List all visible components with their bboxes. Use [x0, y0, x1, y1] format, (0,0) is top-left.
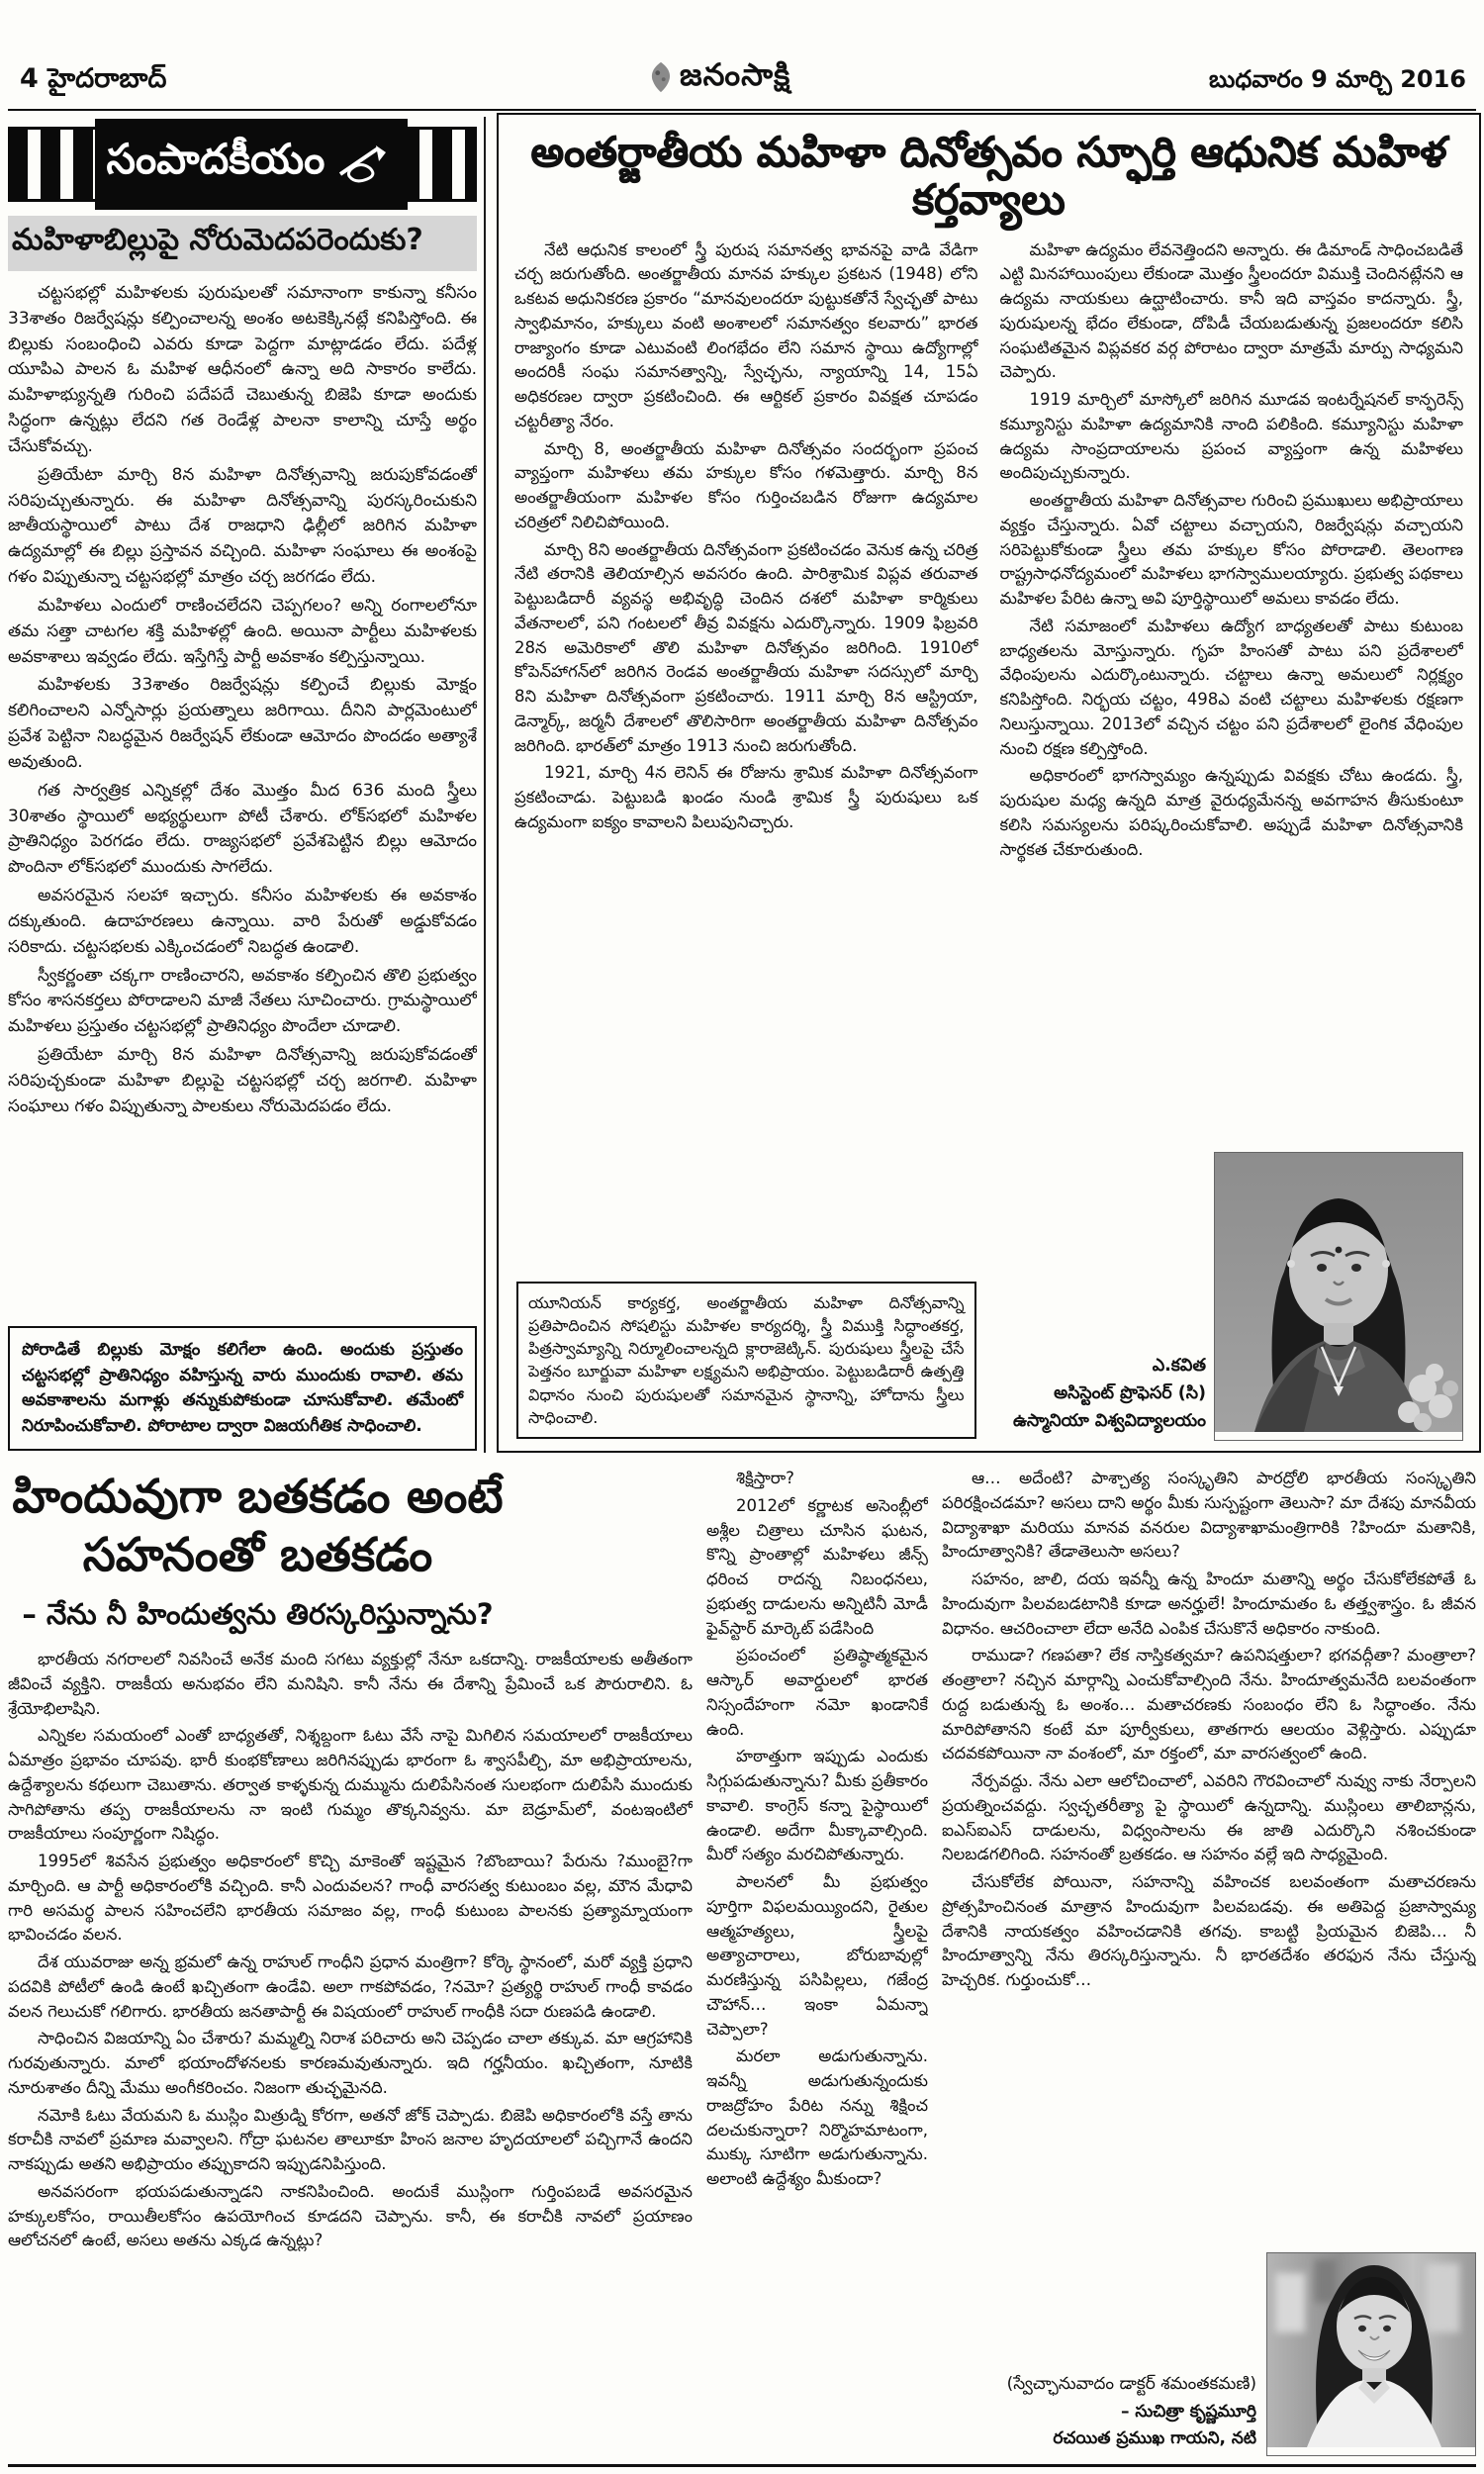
- issue-date: బుధవారం 9 మార్చి 2016: [1209, 65, 1466, 93]
- main-article-box: [497, 113, 1481, 1453]
- byline-title: అసిస్టెంట్ ప్రొఫెసర్ (సి): [1054, 1383, 1206, 1403]
- main-article-bottom-row: [1000, 1152, 1464, 1441]
- body-paragraph: ప్రతియేటా మార్చి 8న మహిళా దినోత్సవాన్ని జరుపుకోవడంతో సరిపుచ్చుతున్నారు. ఈ మహిళా దినోత్సవాన్ని పురస్కరించుకుని జాతీయస్థాయిలో పాటు దేశ రాజధాని ఢిల్లీలో జరిగిన మహిళా ఉద్యమాల్లో ఈ బిల్లు ప్రస్తావన వచ్చింది. మహిళా సంఘాలు ఈ అంశంపై గళం విప్పుతున్నా చట్టసభల్లో మాత్రం చర్చ జరగడం లేదు.: [8, 464, 477, 588]
- body-paragraph: మార్చి 8ని అంతర్జాతీయ దినోత్సవంగా ప్రకటించడం వెనుక ఉన్న చరిత్ర నేటి తరానికి తెలియాల్సిన అవసరం ఉంది. పారిశ్రామిక విప్లవ తరువాత పెట్టుబడిదారీ వ్యవస్థ అభివృద్ధి చెందిన దశలో మహిళా కార్మికులు వేతనాలలో, పని గంటలలో తీవ్ర వివక్షను ఎదుర్కొన్నారు. 1909 ఫిబ్రవరి 28న అమెరికాలో తొలి మహిళా దినోత్సవం జరిగింది. 1910లో కోపెన్‌హాగన్‌లో జరిగిన రెండవ అంతర్జాతీయ మహిళా సదస్సులో మార్చి 8ని మహిళా దినోత్సవంగా ప్రకటించారు. 1911 మార్చి 8న ఆస్ట్రియా, డెన్మార్క్, జర్మనీ దేశాలలో తొలిసారిగా అంతర్జాతీయ మహిళా దినోత్సవం జరిగింది. భారత్‌లో మాత్రం 1913 నుంచి జరుగుతోంది.: [514, 539, 978, 755]
- leaf-mark-icon: [648, 60, 674, 98]
- photo-woman-smiling-portrait: [1266, 2252, 1476, 2456]
- body-paragraph: చేసుకోలేక పోయినా, సహనాన్ని వహించక బలవంతంగా మతాచరణను ప్రోత్సహించినంత మాత్రాన హిందువుగా పిలవబడవు. ఈ అతిపెద్ద ప్రజాస్వామ్య దేశానికి నాయకత్వం వహించడానికి తగవు. కాబట్టి ప్రియమైన బిజెపి… నీ హిందూత్వాన్ని నేను తిరస్కరిస్తున్నాను. నీ భారతదేశం తరఫున నేను చేస్తున్న హెచ్చరిక. గుర్తుంచుకో…: [942, 1872, 1476, 1989]
- bottom-rule: [8, 2464, 1476, 2467]
- body-paragraph: మరలా అడుగుతున్నాను. ఇవన్నీ అడుగుతున్నందుకు రాజద్రోహం పేరిట నన్ను శిక్షించ దలచుకున్నారా? నిర్మొహమాటంగా, ముక్కు సూటిగా అడుగుతున్నాను. అలాంటి ఉద్దేశ్యం మీకుందా?: [706, 2046, 928, 2188]
- body-paragraph: అవసరమైన సలహా ఇచ్చారు. కనీసం మహిళలకు ఈ అవకాశం దక్కుతుంది. ఉదాహరణలు ఉన్నాయి. వారి పేరుతో అడ్డుకోవడం సరికాదు. చట్టసభలకు ఎక్కించడంలో నిబద్ధత ఉండాలి.: [8, 886, 477, 957]
- body-paragraph: ఎన్నికల సమయంలో ఎంతో బాధ్యతతో, నిశ్శబ్దంగా ఓటు వేసే నాపై మిగిలిన సమయాలలో రాజకీయాలు ఏమాత్రం ప్రభావం చూపవు. భారీ కుంభకోణాలు జరిగినప్పుడు భారంగా ఓ శ్వాసపీల్చి, మా అభిప్రాయాలను, ఉద్దేశ్యాలను కథలుగా చెబుతాను. తర్వాత కాళ్ళకున్న దుమ్మును దులిపేసినంత సులభంగా దులిపేసి ముందుకు సాగిపోతాను తప్ప రాజకీయాలను నా ఇంటి గుమ్మం తొక్కనివ్వను. మా బెడ్రూమ్‌లో, వంటఇంటిలో రాజకీయాలు సంపూర్ణంగా నిషిద్ధం.: [8, 1726, 693, 1844]
- masthead-title-box: [95, 119, 408, 210]
- masthead-title: సంపాదకీయం: [106, 135, 325, 183]
- bottom-headline-subtitle: – నేను నీ హిందుత్వను తిరస్కరిస్తున్నాను?: [22, 1596, 494, 1631]
- bottom-headline-line1: హిందువుగా బతకడం అంటే: [12, 1470, 504, 1524]
- editorial-column: [8, 119, 477, 1451]
- body-paragraph: నేటి సమాజంలో మహిళలు ఉద్యోగ బాధ్యతలతో పాటు కుటుంబ బాధ్యతలను మోస్తున్నారు. గృహ హింసతో పాటు పని ప్రదేశాలలో వేధింపులను ఎదుర్కొంటున్నారు. చట్టాలు ఉన్నా అమలులో నిర్లక్ష్యం కనిపిస్తోంది. నిర్భయ చట్టం, 498ఎ వంటి చట్టాలు మహిళలకు రక్షణగా నిలుస్తున్నాయి. 2013లో వచ్చిన చట్టం పని ప్రదేశాలలో లైంగిక వేధింపుల నుంచి రక్షణ కల్పిస్తోంది.: [999, 616, 1463, 758]
- clara-zetkin-inset-box: యూనియన్ కార్యకర్త, అంతర్జాతీయ మహిళా దినోత్సవాన్ని ప్రతిపాదించిన సోషలిస్టు మహిళల కార్యదర్శి, స్త్రీ విముక్తి సిద్ధాంతకర్త, పిత్రస్వామ్యాన్ని నిర్మూలించాలన్నది క్లారాజెట్కిన్. పురుషులు స్త్రీలపై చేసే పెత్తనం బూర్జువా మహిళా లక్ష్యమని అభిప్రాయం. పెట్టుబడిదారీ ఉత్పత్తి విధానం నుంచి పురుషులతో సమానమైన స్థానాన్ని, హోదాను స్త్రీలు సాధించాలి.: [516, 1282, 976, 1439]
- bottom-article-credit: [942, 2371, 1256, 2456]
- main-article-col2-text: [1000, 238, 1464, 1147]
- body-paragraph: అంతర్జాతీయ మహిళా దినోత్సవాల గురించి ప్రముఖులు అభిప్రాయాలు వ్యక్తం చేస్తున్నారు. ఏవో చట్టాలు వచ్చాయని, రిజర్వేషన్లు వచ్చాయని సరిపెట్టుకోకుండా స్త్రీలు తమ హక్కుల కోసం పోరాడాలి. తెలంగాణ రాష్ట్రసాధనోద్యమంలో మహిళలు భాగస్వాములయ్యారు. ప్రభుత్వ పథకాలు మహిళల పేరిట ఉన్నా అవి పూర్తిస్థాయిలో అమలు కావడం లేదు.: [999, 491, 1463, 609]
- bottom-article-column-3: [942, 1467, 1476, 2456]
- editorial-highlight-box: పోరాడితే బిల్లుకు మోక్షం కలిగేలా ఉంది. అందుకు ప్రస్తుతం చట్టసభల్లో ప్రాతినిధ్యం వహిస్తున్న వారు ముందుకు రావాలి. తమ అవకాశాలను మగాళ్లు తన్నుకుపోకుండా చూసుకోవాలి. తమేంటో నిరూపించుకోవాలి. పోరాటాల ద్వారా విజయగీతిక సాధించాలి.: [8, 1326, 477, 1451]
- main-article-column-2: [1000, 238, 1464, 1441]
- body-paragraph: మార్చి 8, అంతర్జాతీయ మహిళా దినోత్సవం సందర్భంగా ప్రపంచ వ్యాప్తంగా మహిళలు తమ హక్కుల కోసం గళమెత్తారు. మార్చి 8న అంతర్జాతీయంగా మహిళల కోసం గుర్తించబడిన రోజుగా ఉద్యమాల చరిత్రలో నిలిచిపోయింది.: [514, 438, 978, 531]
- body-paragraph: సహనం, జాలి, దయ ఇవన్నీ ఉన్న హిందూ మతాన్ని అర్థం చేసుకోలేకపోతే ఓ హిందువుగా పిలవబడటానికి కూడా అనర్హులే! హిందూమతం ఓ తత్త్వశాస్త్రం. ఓ జీవన విధానం. ఆచరించాలా లేదా అనేది ఎంపిక చేసుకొనే అధికారం నాకుంది.: [942, 1570, 1476, 1638]
- bottom-article: [8, 1467, 1476, 2456]
- main-article-columns: [514, 238, 1463, 1441]
- editorial-body: [8, 271, 477, 1320]
- body-paragraph: మహిళలు ఎందులో రాణించలేదని చెప్పగలం? అన్ని రంగాలలోనూ తమ సత్తా చాటగల శక్తి మహిళల్లో ఉంది. అయినా పార్టీలు మహిళలకు అవకాశాలు ఇవ్వడం లేదు. ఇస్తేగిస్తే పార్టీ అవకాశం కల్పిస్తున్నాయి.: [8, 595, 477, 667]
- author-byline: [1000, 1352, 1207, 1441]
- bottom-col3-text: [942, 1467, 1476, 2248]
- body-paragraph: 1995లో శివసేన ప్రభుత్వం అధికారంలో కొచ్చి మాకెంతో ఇష్టమైన ?బొంబాయి? పేరును ?ముంబై?గా మార్చింది. ఆ పార్టీ అధికారంలోకి వచ్చింది. కానీ ఎందువలన? గాంధీ వారసత్వ కుటుంబం వల్ల, మౌన మేధావి గారి అసమర్థ పాలన సహించలేని భారతీయ సమాజం వల్ల, గాంధీ కుటుంబ పాలనకు ప్రత్యామ్నాయంగా భావించడం వలన.: [8, 1852, 693, 1945]
- body-paragraph: నేర్పవద్దు. నేను ఎలా ఆలోచించాలో, ఎవరిని గౌరవించాలో నువ్వు నాకు నేర్పాలని ప్రయత్నించవద్దు. స్వచ్ఛతరీత్యా పై స్థాయిలో ఉన్నదాన్ని. ముస్లింలు తాలిబాన్లను, ఐఎస్ఐఎస్ దాడులను, విధ్వంసాలను ఈ జాతి ఎదుర్కొని నశించకుండా నిలబడగలిగింది. సహనంతో బ్రతకడం. ఆ సహనం వల్లే ఇది సాధ్యమైంది.: [942, 1771, 1476, 1864]
- body-paragraph: 2012లో కర్ణాటక అసెంబ్లీలో అశ్లీల చిత్రాలు చూసిన ఘటన, కొన్ని ప్రాంతాల్లో మహిళలు జీన్స్ ధరించ రాదన్న నిబంధనలు, ప్రభుత్వ దాడులను అన్నిటినీ మోడీ ఫైవ్‌స్టార్ మార్కెట్ పడేసింది: [706, 1495, 928, 1638]
- bottom-author: – సుచిత్రా కృష్ణమూర్తి: [1121, 2401, 1256, 2422]
- body-paragraph: పాలనలో మీ ప్రభుత్వం పూర్తిగా విఫలమయ్యిందని, రైతుల ఆత్మహత్యలు, స్త్రీలపై అత్యాచారాలు, బోరుబావుల్లో మరణిస్తున్న పసిపిల్లలు, గజేంద్ర చౌహాన్… ఇంకా ఏమన్నా చెప్పాలా?: [706, 1872, 928, 2039]
- bottom-article-column-1: [8, 1467, 693, 2456]
- body-paragraph: రాముడా? గణపతా? లేక నాస్తికత్వమా? ఉపనిషత్తులా? భగవద్గీతా? మంత్రాలా? తంత్రాలా? నచ్చిన మార్గాన్ని ఎంచుకోవాల్సింది నేను. హిందూత్వమనేది బలవంతంగా రుద్ద బడుతున్న ఓ అంశం… మతాచరణకు సంబంధం లేని ఓ సిద్ధాంతం. నేను మారిపోతానని కంటే మా పూర్వీకులు, తాతగారు ఆలయం వెళ్లిస్తారు. ఎప్పుడూ చదవకపోయినా నా వంశంలో, మా రక్తంలో, మా వారసత్వంలో ఉంది.: [942, 1646, 1476, 1763]
- editorial-masthead: [8, 119, 477, 214]
- main-article-headline: అంతర్జాతీయ మహిళా దినోత్సవం స్ఫూర్తి ఆధునిక మహిళ కర్తవ్యాలు: [530, 128, 1447, 225]
- page-number-edition: [20, 63, 166, 101]
- body-paragraph: ఆ… అదేంటి? పాశ్చాత్య సంస్కృతిని పారద్రోలి భారతీయ సంస్కృతిని పరిరక్షించడమా? అసలు దాని అర్థం మీకు సుస్పష్టంగా తెలుసా? మా దేశపు మానవీయ విద్యాశాఖా మరియు మానవ వనరుల విద్యాశాఖామంత్రిగారికి ?హిందూ మతానికి, హిందూత్వానికి? తేడాతెలుసా అసలు?: [942, 1469, 1476, 1562]
- body-paragraph: శిక్షిస్తారా?: [736, 1469, 794, 1487]
- body-paragraph: అనవసరంగా భయపడుతున్నాడని నాకనిపించింది. అందుకే ముస్లింగా గుర్తింపబడే అవసరమైన హక్కులకోసం, రాయితీలకోసం ఉపయోగించ కూడదని చెప్పాను. కానీ, ఈ కరాచీకి నావలో ప్రయాణం ఆలోచనలో ఉంటే, అసలు అతను ఎక్కడ ఉన్నట్లు?: [8, 2181, 693, 2250]
- bottom-article-column-2: [706, 1467, 928, 2456]
- main-article-column-1: [514, 238, 978, 1441]
- body-paragraph: అధికారంలో భాగస్వామ్యం ఉన్నప్పుడు వివక్షకు చోటు ఉండదు. స్త్రీ, పురుషుల మధ్య ఉన్నది మాత్ర వైరుధ్యమేనన్న అవగాహన తీసుకుంటూ కలిసి సమస్యలను పరిష్కరించుకోవాలి. అప్పుడే మహిళా దినోత్సవానికి సార్థకత చేకూరుతుంది.: [999, 766, 1463, 859]
- bottom-col2-text: [706, 1467, 928, 2456]
- body-paragraph: 1921, మార్చి 4న లెనిన్ ఈ రోజును శ్రామిక మహిళా దినోత్సవంగా ప్రకటించాడు. పెట్టుబడి ఖండం నుండి శ్రామిక స్త్రీ పురుషులు ఒక ఉద్యమంగా ఐక్యం కావాలని పిలుపునిచ్చారు.: [514, 763, 978, 831]
- edition-name: హైదరాబాద్: [47, 63, 167, 94]
- body-paragraph: నమోకి ఓటు వేయమని ఓ ముస్లిం మిత్రుడ్ని కోరగా, అతనో జోక్ చెప్పాడు. బిజెపి అధికారంలోకి వస్తే తాను కరాచీకి నావలో ప్రమాణ మవ్వాలని. గోద్రా ఘటనల తాలూకూ హింస జనాల హృదయాలలో పచ్చిగానే ఉందని నాకప్పుడు అతని అభిప్రాయం తప్పుకాదని ఇప్పుడనిపిస్తుంది.: [8, 2105, 693, 2173]
- body-paragraph: భారతీయ నగరాలలో నివసించే అనేక మంది సగటు వ్యక్తుల్లో నేనూ ఒకదాన్ని. రాజకీయాలకు అతీతంగా జీవించే వ్యక్తిని. రాజకీయ అనుభవం లేని మనిషిని. కానీ నేను ఈ దేశాన్ని ప్రేమించే ఒక పౌరురాలిని. ఓ శ్రేయోభిలాషిని.: [8, 1650, 693, 1718]
- body-paragraph: ప్రతియేటా మార్చి 8న మహిళా దినోత్సవాన్ని జరుపుకోవడంతో సరిపుచ్చకుండా మహిళా బిల్లుపై చట్టసభల్లో చర్చ జరగాలి. మహిళా సంఘాలు గళం విప్పుతున్నా పాలకులు నోరుమెదపడం లేదు.: [8, 1045, 477, 1116]
- body-paragraph: హఠాత్తుగా ఇప్పుడు ఎందుకు సిగ్గుపడుతున్నాను? మీకు ప్రతీకారం కావాలి. కాంగ్రెస్ కన్నా పైస్థాయిలో ఉండాలి. అదేగా మీక్కావాల్సింది. మీరో సత్యం మరచిపోతున్నారు.: [706, 1747, 928, 1864]
- bottom-article-headline-block: [8, 1469, 508, 1636]
- body-paragraph: స్వీకర్ణంతా చక్కగా రాణించారని, అవకాశం కల్పించిన తొలి ప్రభుత్వం కోసం శాసనకర్తలు పోరాడాలని మాజీ నేతలు సూచించారు. గ్రామస్థాయిలో మహిళలు ప్రస్తుతం చట్టసభల్లో ప్రాతినిధ్యం పొందేలా చూడాలి.: [8, 965, 477, 1037]
- column-divider-rule: [484, 117, 486, 1453]
- page-number: 4: [20, 63, 39, 94]
- body-paragraph: దేశ యువరాజు అన్న భ్రమలో ఉన్న రాహుల్ గాంధీని ప్రధాన మంత్రిగా? కోర్కె స్థానంలో, మరో వ్యక్తి ప్రధాని పదవికి పోటీలో ఉండి ఉంటే ఖచ్చితంగా ఉండేవి. అలా గాకపోవడం, ?నమో? ప్రత్యర్థి రాహుల్ గాంధీ కావడం వలన గెలుచుకో గలిగారు. భారతీయ జనతాపార్టీ ఈ విషయంలో రాహుల్ గాంధీకి సదా రుణపడి ఉండాలి.: [8, 1952, 693, 2021]
- byline-org: ఉస్మానియా విశ్వవిద్యాలయం: [1012, 1411, 1206, 1431]
- photo-woman-saree-portrait: [1214, 1152, 1463, 1441]
- header-rule: [8, 109, 1476, 111]
- bottom-col1-text: [8, 1648, 693, 2456]
- body-paragraph: సాధించిన విజయాన్ని ఏం చేశారు? మమ్మల్ని నిరాశ పరిచారు అని చెప్పడం చాలా తక్కువ. మా ఆగ్రహానికి గురవుతున్నారు. మాలో భయాందోళనలకు కారణమవుతున్నారు. ఇది గర్హనీయం. ఖచ్చితంగా, నూటికి నూరుశాతం దీన్ని మేము అంగీకరించం. నిజంగా తుచ్ఛమైనది.: [8, 2029, 693, 2097]
- newspaper-logo: [648, 57, 790, 100]
- bottom-article-credit-row: [942, 2252, 1476, 2456]
- logo-text: జనంసాక్షి: [680, 57, 791, 93]
- body-paragraph: ప్రపంచంలో ప్రతిష్ఠాత్మకమైన ఆస్కార్ అవార్డులలో భారత నిస్సందేహంగా నమో ఖండానికే ఉంది.: [706, 1646, 928, 1739]
- body-paragraph: నేటి ఆధునిక కాలంలో స్త్రీ పురుష సమానత్వ భావనపై వాడి వేడిగా చర్చ జరుగుతోంది. అంతర్జాతీయ మానవ హక్కుల ప్రకటన (1948) లోని ఒకటవ అధునికరణ ప్రకారం “మానవులందరూ పుట్టుకతోనే స్వేచ్ఛతో పాటు స్వాభిమానం, హక్కులు వంటి అంశాలలో సమానత్వం కలవారు” భారత రాజ్యాంగం కూడా ఎటువంటి లింగభేదం లేని సమాన స్థాయి ఉద్యోగాల్లో అందరికీ సంఘ సమానత్వాన్ని, స్వేచ్ఛను, న్యాయాన్ని 14, 15ఏ అధికరణల ద్వారా ప్రకటించింది. ఈ ఆర్టికల్ ప్రకారం వివక్షత చూపడం చట్టరీత్యా నేరం.: [514, 239, 978, 430]
- body-paragraph: గత సార్వత్రిక ఎన్నికల్లో దేశం మొత్తం మీద 636 మంది స్త్రీలు 30శాతం స్థాయిలో అభ్యర్థులుగా పోటీ చేశారు. లోక్‌సభలో మహిళల ప్రాతినిధ్యం పెరగడం లేదు. రాజ్యసభలో ప్రవేశపెట్టిన బిల్లు ఆమోదం పొందినా లోక్‌సభలో ముందుకు సాగలేదు.: [8, 780, 477, 878]
- bottom-author-desc: రచయిత ప్రముఖ గాయని, నటి: [1053, 2427, 1256, 2448]
- bottom-headline-line2: సహనంతో బతకడం: [82, 1527, 433, 1582]
- body-paragraph: 1919 మార్చిలో మాస్కోలో జరిగిన మూడవ ఇంటర్నేషనల్ కాన్ఫరెన్స్ కమ్యూనిస్టు మహిళా ఉద్యమానికి నాంది పలికింది. కమ్యూనిస్టు మహిళా ఉద్యమ సాంప్రదాయాలను ప్రపంచ వ్యాప్తంగా ఉన్న మహిళలు అందిపుచ్చుకున్నారు.: [999, 390, 1463, 483]
- main-article-col1-text: [514, 238, 978, 1276]
- credit-note: (స్వేచ్ఛానువాదం డాక్టర్ శమంతకమణి): [1006, 2374, 1256, 2395]
- editorial-headline-band: [8, 216, 477, 271]
- writing-hand-pen-icon: [334, 141, 396, 188]
- body-paragraph: మహిళా ఉద్యమం లేవనెత్తిందని అన్నారు. ఈ డిమాండ్ సాధించబడితే ఎట్టి మినహాయింపులు లేకుండా మొత్తం స్త్రీలందరూ విముక్తి చెందినట్లేనని ఆ ఉద్యమ నాయకులు ఉద్ఘాటించారు. కానీ ఇది వాస్తవం కాదన్నారు. స్త్రీ, పురుషులన్న భేదం లేకుండా, దోపిడీ చేయబడుతున్న ప్రజలందరూ కలిసి సంఘటితమైన విప్లవకర వర్గ పోరాటం ద్వారా మాత్రమే మార్పు సాధ్యమని చెప్పారు.: [999, 239, 1463, 382]
- body-paragraph: చట్టసభల్లో మహిళలకు పురుషులతో సమానాంగా కాకున్నా కనీసం 33శాతం రిజర్వేషన్లు కల్పించాలన్న అంశం అటకెక్కినట్లే కనిపిస్తోంది. ఈ బిల్లుకు సంబంధించి ఎవరు కూడా పెద్దగా మాట్లాడడం లేదు. పదేళ్ల యూపిఎ పాలన ఓ మహిళ ఆధీనంలో ఉన్నా అది సాకారం కాలేదు. మహిళాభ్యున్నతి గురించి పదేపదే చెబుతున్న బిజెపి కూడా అందుకు సిద్ధంగా ఉన్నట్లు లేదని గత రెండేళ్ల పాలనా కాలాన్ని చూస్తే అర్థం చేసుకోవచ్చు.: [8, 283, 477, 456]
- editorial-headline: మహిళాబిల్లుపై నోరుమెదపరెందుకు?: [12, 223, 423, 257]
- body-paragraph: మహిళలకు 33శాతం రిజర్వేషన్లు కల్పించే బిల్లుకు మోక్షం కలిగించాలని ఎన్నోసార్లు ప్రయత్నాలు జరిగాయి. దీనిని పార్లమెంటులో ప్రవేశ పెట్టినా నిబద్ధమైన రిజర్వేషన్ లేకుండా ఆమోదం పొందడం అత్యాశే అవుతుంది.: [8, 675, 477, 772]
- byline-name: ఎ.కవిత: [1152, 1356, 1206, 1376]
